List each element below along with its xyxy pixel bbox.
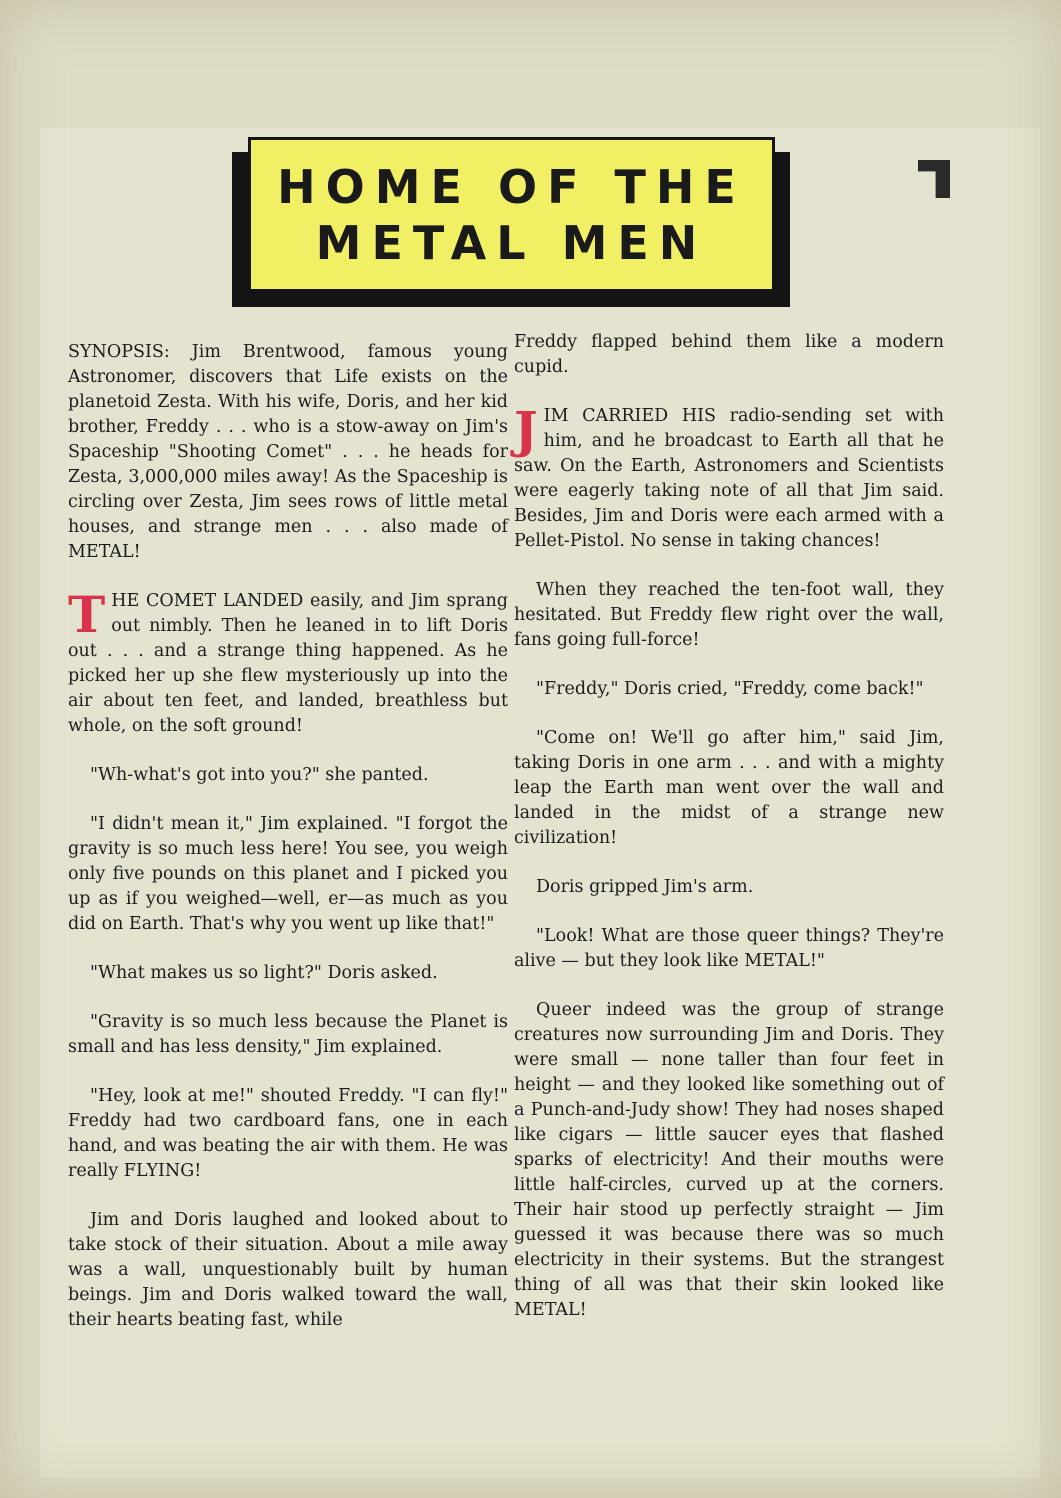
title-line-1: HOME OF THE	[277, 159, 746, 214]
left-column	[68, 340, 508, 1357]
paragraph: "Freddy," Doris cried, "Freddy, come back!"	[536, 679, 924, 699]
paragraph: Queer indeed was the group of strange creatures now surrounding Jim and Doris. They were small — none taller than four feet in height — and they looked like something out of a Punch-and-Judy show! They had noses shaped like cigars — little saucer eyes that flashed sparks of electricity! And their mouths were little half-circles, curved up at the corners. Their hair stood up perfectly straight — Jim guessed it was because there was so much electricity in their systems. But the strangest thing of all was that their skin looked like METAL!	[514, 1000, 944, 1320]
paragraph: "Wh-what's got into you?" she panted.	[90, 765, 429, 785]
right-column	[514, 330, 944, 1347]
paragraph: Jim and Doris laughed and looked about to take stock of their situation. About a mile away was a wall, unquestionably built by human beings. Jim and Doris walked toward the wall, their hearts beating fast, while	[68, 1210, 508, 1330]
paragraph: "Come on! We'll go after him," said Jim, taking Doris in one arm . . . and with a mighty leap the Earth man went over the wall and landed in the midst of a strange new civilization!	[514, 728, 944, 848]
paragraph: "Hey, look at me!" shouted Freddy. "I can fly!" Freddy had two cardboard fans, one in each hand, and was beating the air with them. He was really FLYING!	[68, 1086, 508, 1181]
paragraph-comet-landed	[68, 585, 508, 739]
paragraph: Doris gripped Jim's arm.	[536, 877, 754, 897]
paragraph: "Gravity is so much less because the Planet is small and has less density," Jim explained.	[68, 1012, 508, 1057]
paragraph: When they reached the ten-foot wall, they hesitated. But Freddy flew right over the wall, fans going full-force!	[514, 580, 944, 650]
paragraph-continued: Freddy flapped behind them like a modern cupid.	[514, 332, 944, 377]
synopsis-paragraph: SYNOPSIS: Jim Brentwood, famous young Astronomer, discovers that Life exists on the planetoid Zesta. With his wife, Doris, and her kid brother, Freddy . . . who is a stow-away on Jim's Spaceship "Shooting Comet" . . . he heads for Zesta, 3,000,000 miles away! As the Spaceship is circling over Zesta, Jim sees rows of little metal houses, and strange men . . . also made of METAL!	[68, 342, 508, 562]
paragraph: "I didn't mean it," Jim explained. "I forgot the gravity is so much less here! You see, you weigh only five pounds on this planet and I picked you up as if you weighed—well, er—as much as you did on Earth. That's why you went up like that!"	[68, 814, 508, 934]
paragraph-jim-carried	[514, 400, 944, 554]
dropcap-t: T	[68, 585, 106, 644]
paragraph: "Look! What are those queer things? They're alive — but they look like METAL!"	[514, 926, 944, 971]
title-box	[248, 137, 775, 292]
title-line-2: METAL MEN	[315, 215, 708, 270]
dropcap-j: J	[514, 400, 538, 459]
paragraph-text: HE COMET LANDED easily, and Jim sprang out nimbly. Then he leaned in to lift Doris out . . . and a strange thing happened. As he picked her up she flew mysteriously up into the air about ten feet, and landed, breathless but whole, on the soft ground!	[68, 591, 508, 736]
paragraph: "What makes us so light?" Doris asked.	[90, 963, 438, 983]
paragraph-text: IM CARRIED HIS radio-sending set with him, and he broadcast to Earth all that he saw. On the Earth, Astronomers and Scientists were eagerly taking note of all that Jim said. Besides, Jim and Doris were each armed with a Pellet-Pistol. No sense in taking chances!	[514, 406, 944, 551]
